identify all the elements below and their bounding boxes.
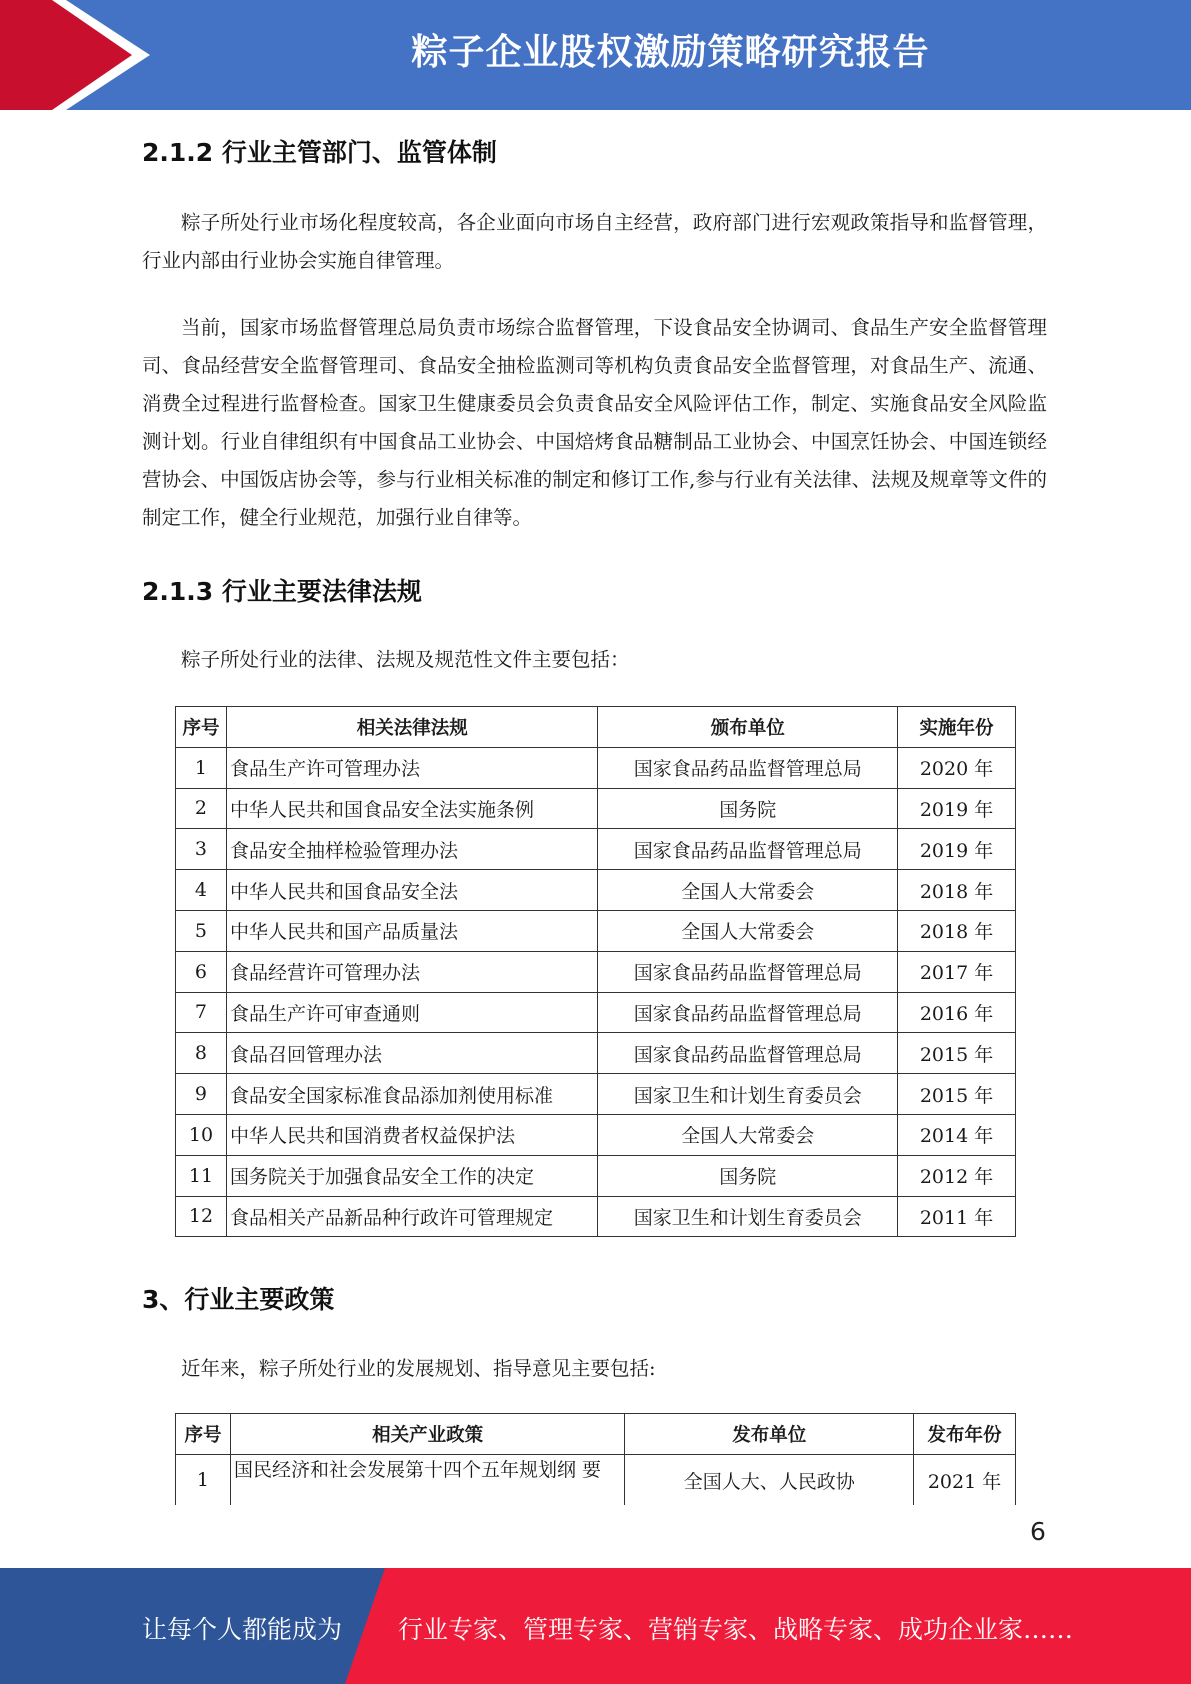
header-arrow-decoration: [0, 0, 150, 110]
cell-issuer: 全国人大常委会: [598, 1114, 898, 1155]
table-row: [176, 1033, 1016, 1074]
section-heading-2-1-2: 2.1.2 行业主管部门、监管体制: [142, 138, 497, 167]
cell-index: 9: [176, 1074, 227, 1115]
cell-index: 1: [176, 1455, 231, 1506]
header-policy: 相关产业政策: [230, 1414, 624, 1455]
table-row: [176, 829, 1016, 870]
cell-index: 2: [176, 788, 227, 829]
table-row: [176, 910, 1016, 951]
cell-year: 2017 年: [898, 951, 1016, 992]
header-year: 发布年份: [914, 1414, 1016, 1455]
table-row: [176, 1455, 1016, 1506]
paragraph-regulation-overview: 粽子所处行业市场化程度较高，各企业面向市场自主经营，政府部门进行宏观政策指导和监督管理，行业内部由行业协会实施自律管理。: [142, 211, 1047, 272]
page-number: 6: [1030, 1517, 1046, 1546]
laws-intro-text: 粽子所处行业的法律、法规及规范性文件主要包括：: [181, 648, 630, 671]
table-row: [176, 1196, 1016, 1237]
table-row: [176, 870, 1016, 911]
cell-name: 国务院关于加强食品安全工作的决定: [226, 1155, 598, 1196]
cell-name: 中华人民共和国消费者权益保护法: [226, 1114, 598, 1155]
cell-issuer: 国家卫生和计划生育委员会: [598, 1196, 898, 1237]
cell-year: 2021 年: [914, 1455, 1016, 1506]
cell-name: 国民经济和社会发展第十四个五年规划纲 要: [230, 1455, 624, 1506]
cell-issuer: 国务院: [598, 788, 898, 829]
policies-intro-text: 近年来，粽子所处行业的发展规划、指导意见主要包括:: [181, 1357, 656, 1380]
cell-year: 2019 年: [898, 788, 1016, 829]
cell-name: 中华人民共和国产品质量法: [226, 910, 598, 951]
cell-name: 食品召回管理办法: [226, 1033, 598, 1074]
footer-slogan-right: 行业专家、管理专家、营销专家、战略专家、成功企业家……: [398, 1615, 1074, 1644]
policies-table: [175, 1413, 1016, 1505]
cell-issuer: 国家食品药品监督管理总局: [598, 747, 898, 788]
cell-name: 食品生产许可管理办法: [226, 747, 598, 788]
paragraph-regulatory-bodies: 当前，国家市场监督管理总局负责市场综合监督管理，下设食品安全协调司、食品生产安全监督管理司、食品经营安全监督管理司、食品安全抽检监测司等机构负责食品安全监督管理，对食品生产、流通、消费全过程进行监督检查。国家卫生健康委员会负责食品安全风险评估工作，制定、实施食品安全风险监测计划。行业自律组织有中国食品工业协会、中国焙烤食品糖制品工业协会、中国烹饪协会、中国连锁经营协会、中国饭店协会等，参与行业相关标准的制定和修订工作,参与行业有关法律、法规及规章等文件的制定工作，健全行业规范，加强行业自律等。: [142, 316, 1047, 529]
section-heading-2-1-3: 2.1.3 行业主要法律法规: [142, 577, 422, 606]
cell-name: 中华人民共和国食品安全法: [226, 870, 598, 911]
cell-index: 1: [176, 747, 227, 788]
table-row: [176, 747, 1016, 788]
cell-index: 8: [176, 1033, 227, 1074]
report-title: 粽子企业股权激励策略研究报告: [411, 32, 930, 73]
cell-year: 2011 年: [898, 1196, 1016, 1237]
cell-issuer: 国家食品药品监督管理总局: [598, 992, 898, 1033]
table-row: [176, 788, 1016, 829]
cell-name: 食品生产许可审查通则: [226, 992, 598, 1033]
cell-year: 2019 年: [898, 829, 1016, 870]
header-issuer: 发布单位: [625, 1414, 914, 1455]
header-law: 相关法律法规: [226, 707, 598, 748]
cell-issuer: 国家食品药品监督管理总局: [598, 1033, 898, 1074]
cell-issuer: 全国人大、人民政协: [625, 1455, 914, 1506]
cell-index: 6: [176, 951, 227, 992]
cell-name: 食品经营许可管理办法: [226, 951, 598, 992]
cell-index: 3: [176, 829, 227, 870]
cell-name: 食品安全抽样检验管理办法: [226, 829, 598, 870]
cell-index: 11: [176, 1155, 227, 1196]
cell-issuer: 国务院: [598, 1155, 898, 1196]
header-issuer: 颁布单位: [598, 707, 898, 748]
cell-name: 食品安全国家标准食品添加剂使用标准: [226, 1074, 598, 1115]
cell-issuer: 国家食品药品监督管理总局: [598, 951, 898, 992]
cell-index: 10: [176, 1114, 227, 1155]
cell-year: 2016 年: [898, 992, 1016, 1033]
cell-issuer: 国家卫生和计划生育委员会: [598, 1074, 898, 1115]
table-row: [176, 951, 1016, 992]
header-index: 序号: [176, 1414, 231, 1455]
table-row: [176, 992, 1016, 1033]
cell-index: 4: [176, 870, 227, 911]
cell-year: 2018 年: [898, 870, 1016, 911]
cell-year: 2018 年: [898, 910, 1016, 951]
cell-year: 2015 年: [898, 1074, 1016, 1115]
table-header-row: [176, 707, 1016, 748]
page-header: [0, 0, 1191, 110]
cell-issuer: 全国人大常委会: [598, 870, 898, 911]
cell-issuer: 全国人大常委会: [598, 910, 898, 951]
cell-name: 食品相关产品新品种行政许可管理规定: [226, 1196, 598, 1237]
section-heading-3: 3、行业主要政策: [142, 1285, 335, 1314]
cell-year: 2020 年: [898, 747, 1016, 788]
cell-year: 2015 年: [898, 1033, 1016, 1074]
laws-table: [175, 706, 1016, 1237]
cell-index: 5: [176, 910, 227, 951]
cell-issuer: 国家食品药品监督管理总局: [598, 829, 898, 870]
cell-year: 2012 年: [898, 1155, 1016, 1196]
header-year: 实施年份: [898, 707, 1016, 748]
cell-name: 中华人民共和国食品安全法实施条例: [226, 788, 598, 829]
table-row: [176, 1155, 1016, 1196]
table-row: [176, 1114, 1016, 1155]
table-header-row: [176, 1414, 1016, 1455]
header-index: 序号: [176, 707, 227, 748]
table-row: [176, 1074, 1016, 1115]
cell-index: 12: [176, 1196, 227, 1237]
cell-index: 7: [176, 992, 227, 1033]
cell-year: 2014 年: [898, 1114, 1016, 1155]
footer-slogan-left: 让每个人都能成为: [142, 1615, 343, 1644]
